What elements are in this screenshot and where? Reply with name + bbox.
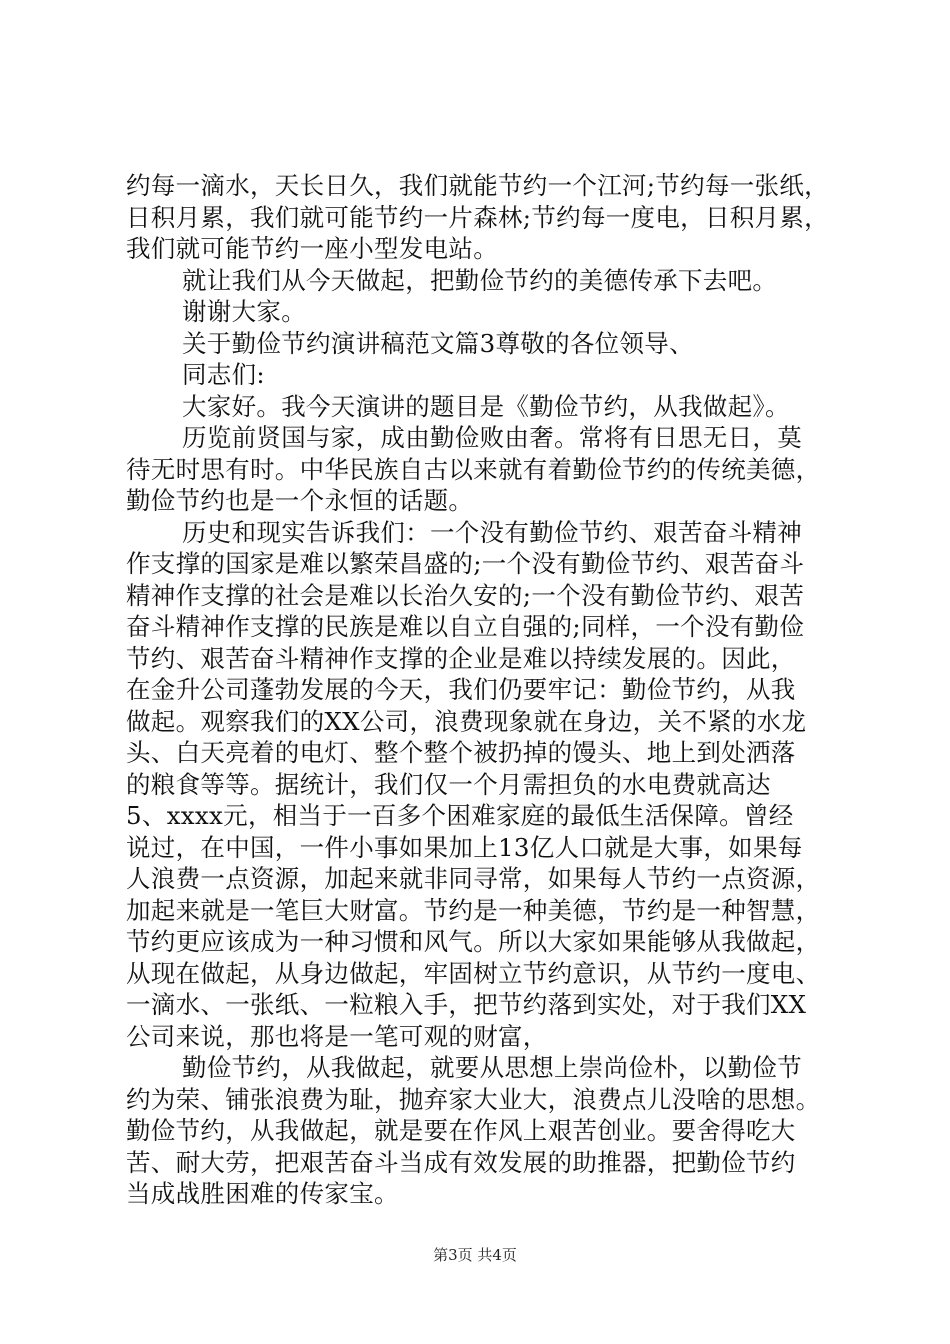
document-body [126,170,846,1210]
text-line: 待无时思有时。中华民族自古以来就有着勤俭节约的传统美德， [126,454,821,484]
text-line: 就让我们从今天做起，把勤俭节约的美德传承下去吧。 [182,265,778,295]
text-line: 同志们: [182,360,265,389]
text-line: 勤俭节约，从我做起，就要从思想上崇尚俭朴，以勤俭节 [182,1053,802,1082]
text-line: 历史和现实告诉我们：一个没有勤俭节约、艰苦奋斗精神 [182,517,802,547]
text-line: 当成战胜困难的传家宝。 [126,1179,399,1208]
text-line: 节约更应该成为一种习惯和风气。所以大家如果能够从我做起， [126,927,821,956]
section-heading: 关于勤俭节约演讲稿范文篇3尊敬的各位领导、 [182,328,694,358]
text-line: 约为荣、铺张浪费为耻，抛弃家大业大，浪费点儿没啥的思想。 [126,1084,821,1114]
text-line: 我们就可能节约一座小型发电站。 [126,234,498,263]
text-line: 从现在做起，从身边做起，牢固树立节约意识，从节约一度电、 [126,958,821,988]
text-line: 加起来就是一笔巨大财富。节约是一种美德，节约是一种智慧， [126,895,821,925]
text-line: 精神作支撑的社会是难以长治久安的;一个没有勤俭节约、艰苦 [126,580,805,610]
text-line: 做起。观察我们的XX公司，浪费现象就在身边，关不紧的水龙 [126,706,807,736]
text-line: 大家好。我今天演讲的题目是《勤俭节约，从我做起》。 [182,391,790,421]
text-line: 5、xxxx元，相当于一百多个困难家庭的最低生活保障。曾经 [126,801,794,830]
text-line: 奋斗精神作支撑的民族是难以自立自强的;同样，一个没有勤俭 [126,612,805,641]
text-line: 人浪费一点资源，加起来就非同寻常，如果每人节约一点资源， [126,864,821,893]
text-line: 的粮食等等。据统计，我们仅一个月需担负的水电费就高达 [126,769,771,799]
text-line: 勤俭节约，从我做起，就是要在作风上艰苦创业。要舍得吃大 [126,1116,796,1145]
text-line: 勤俭节约也是一个永恒的话题。 [126,486,474,515]
text-line: 约每一滴水，天长日久，我们就能节约一个江河;节约每一张纸， [126,171,829,200]
text-line: 头、白天亮着的电灯、整个整个被扔掉的馒头、地上到处洒落 [126,738,796,767]
text-line: 公司来说，那也将是一笔可观的财富， [126,1021,548,1051]
text-line: 作支撑的国家是难以繁荣昌盛的;一个没有勤俭节约、艰苦奋斗 [126,549,805,578]
text-line: 日积月累，我们就可能节约一片森林;节约每一度电，日积月累， [126,202,829,232]
text-line: 谢谢大家。 [182,297,306,326]
text-line: 一滴水、一张纸、一粒粮入手，把节约落到实处，对于我们XX [126,990,807,1019]
text-line: 苦、耐大劳，把艰苦奋斗当成有效发展的助推器，把勤俭节约 [126,1147,796,1177]
text-line: 节约、艰苦奋斗精神作支撑的企业是难以持续发展的。因此， [126,643,796,673]
text-line: 在金升公司蓬勃发展的今天，我们仍要牢记：勤俭节约，从我 [126,675,796,704]
page-number-footer: 第3页 共4页 [433,1246,517,1264]
text-line: 历览前贤国与家，成由勤俭败由奢。常将有日思无日，莫 [182,423,802,452]
text-line: 说过，在中国，一件小事如果加上13亿人口就是大事，如果每 [126,832,803,862]
